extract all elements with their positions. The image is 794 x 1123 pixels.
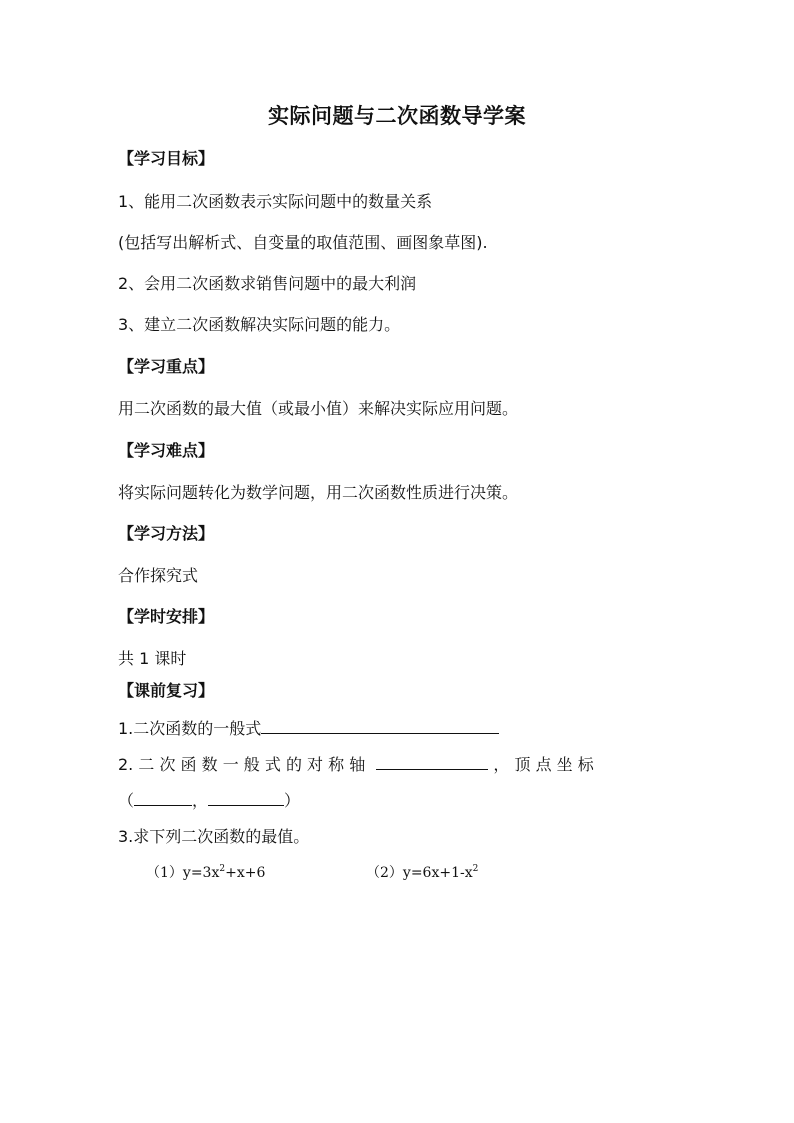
equation-2-base: （2）y=6x+1-x <box>366 865 473 881</box>
difficulties-text: 将实际问题转化为数学问题，用二次函数性质进行决策。 <box>118 483 519 502</box>
key-points-text: 用二次函数的最大值（或最小值）来解决实际应用问题。 <box>118 399 519 418</box>
answer-blank-general-form[interactable] <box>261 717 499 734</box>
equation-2 <box>366 862 478 884</box>
equation-1 <box>146 862 265 884</box>
equation-1-tail: +x+6 <box>225 865 266 881</box>
section-heading-difficulties: 【学习难点】 <box>118 441 215 460</box>
review-question-1 <box>118 717 499 740</box>
equation-2-exponent: 2 <box>472 864 479 874</box>
comma: ， <box>192 791 209 810</box>
equation-1-exponent: 2 <box>219 864 226 874</box>
goal-item-3: 3、建立二次函数解决实际问题的能力。 <box>118 315 401 334</box>
review-question-3: 3.求下列二次函数的最值。 <box>118 827 310 846</box>
answer-blank-axis-of-symmetry[interactable] <box>376 753 488 770</box>
answer-blank-vertex-x[interactable] <box>134 789 192 806</box>
goal-item-2: 2、会用二次函数求销售问题中的最大利润 <box>118 274 417 293</box>
review-question-2-vertex-blanks <box>118 789 300 812</box>
review-question-2-text: 2. 二 次 函 数 一 般 式 的 对 称 轴 <box>118 755 366 774</box>
section-heading-method: 【学习方法】 <box>118 524 215 543</box>
goal-item-1: 1、能用二次函数表示实际问题中的数量关系 <box>118 192 433 211</box>
section-heading-goals: 【学习目标】 <box>118 149 215 168</box>
section-heading-key-points: 【学习重点】 <box>118 357 215 376</box>
review-question-2 <box>118 753 594 776</box>
open-paren: （ <box>118 791 135 810</box>
equation-1-base: （1）y=3x <box>146 865 220 881</box>
review-question-2-text-vertex: ， 顶 点 坐 标 <box>493 755 594 774</box>
answer-blank-vertex-y[interactable] <box>208 789 284 806</box>
method-text: 合作探究式 <box>118 566 199 585</box>
section-heading-review: 【课前复习】 <box>118 681 215 700</box>
review-question-1-text: 1.二次函数的一般式 <box>118 719 262 738</box>
section-heading-schedule: 【学时安排】 <box>118 607 215 626</box>
close-paren: ） <box>284 791 301 810</box>
goal-item-1-continued: (包括写出解析式、自变量的取值范围、画图象草图). <box>118 233 488 252</box>
schedule-text: 共 1 课时 <box>118 649 187 668</box>
document-title: 实际问题与二次函数导学案 <box>268 103 526 128</box>
